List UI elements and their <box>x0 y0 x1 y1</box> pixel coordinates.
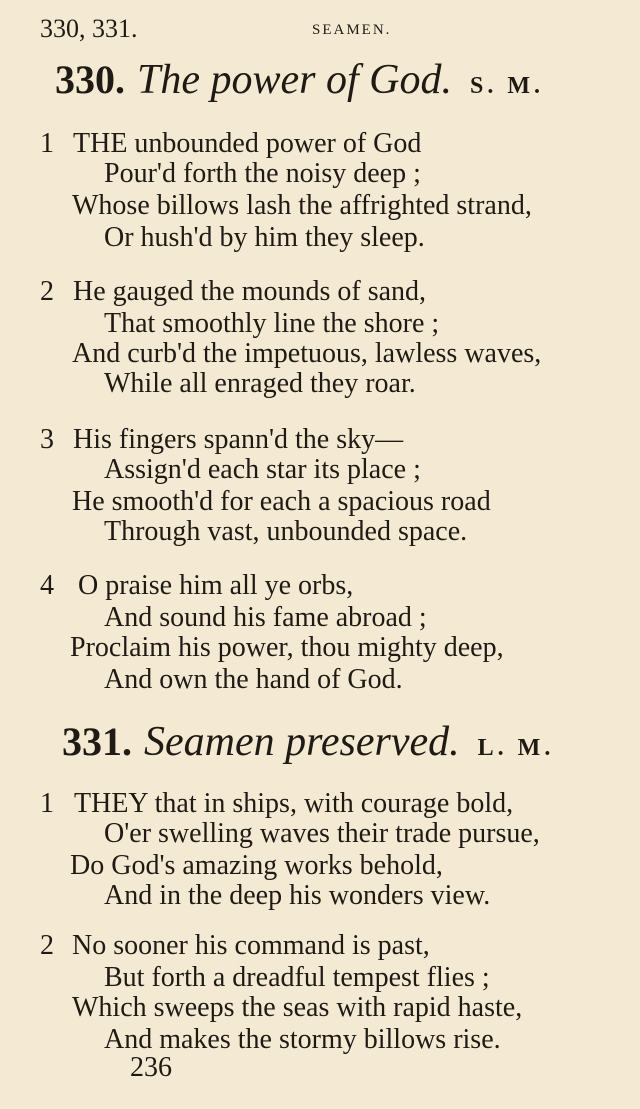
verse-line: Assign'd each star its place ; <box>104 454 421 485</box>
verse-line: Through vast, unbounded space. <box>104 516 468 547</box>
verse-number: 1 <box>40 788 54 819</box>
verse-line: And curb'd the impetuous, lawless waves, <box>72 338 542 369</box>
verse-line: His fingers spann'd the sky— <box>73 424 404 455</box>
verse-number: 2 <box>40 276 54 307</box>
verse-line: And makes the stormy billows rise. <box>104 1024 501 1055</box>
hymn-name: The power of God. <box>137 57 452 103</box>
verse-line: Pour'd forth the noisy deep ; <box>104 158 421 189</box>
verse-line: He gauged the mounds of sand, <box>73 276 427 307</box>
hymn-range: 330, 331. <box>40 14 138 43</box>
verse-line: While all enraged they roar. <box>104 368 416 399</box>
hymn-title-331 <box>62 718 554 766</box>
verse-number: 3 <box>40 424 54 455</box>
verse-number: 4 <box>40 570 54 601</box>
page-number: 236 <box>130 1052 172 1083</box>
verse-line: Whose billows lash the affrighted strand, <box>72 190 532 221</box>
verse-line: And sound his fame abroad ; <box>104 602 427 633</box>
running-head <box>40 14 640 44</box>
hymn-number: 331. <box>62 719 132 764</box>
verse-line: Proclaim his power, thou mighty deep, <box>70 632 504 663</box>
running-head-title: SEAMEN. <box>312 22 392 38</box>
verse-line: O'er swelling waves their trade pursue, <box>104 818 540 849</box>
verse-line: Do God's amazing works behold, <box>70 850 443 881</box>
hymn-meter: S. M. <box>470 73 544 99</box>
verse-line: But forth a dreadful tempest flies ; <box>104 962 490 993</box>
verse-line: Or hush'd by him they sleep. <box>104 222 425 253</box>
verse-line: And own the hand of God. <box>104 664 403 695</box>
verse-line: THE unbounded power of God <box>73 128 422 159</box>
verse-line: THEY that in ships, with courage bold, <box>74 788 514 819</box>
verse-line: O praise him all ye orbs, <box>78 570 354 601</box>
hymn-number: 330. <box>55 57 125 102</box>
verse-number: 2 <box>40 930 54 961</box>
hymn-meter: L. M. <box>477 735 555 761</box>
verse-line: He smooth'd for each a spacious road <box>72 486 491 517</box>
verse-line: Which sweeps the seas with rapid haste, <box>72 992 523 1023</box>
verse-line: No sooner his command is past, <box>72 930 430 961</box>
hymn-title-330 <box>55 56 544 104</box>
verse-line: That smoothly line the shore ; <box>104 308 440 339</box>
verse-number: 1 <box>40 128 54 159</box>
hymn-name: Seamen preserved. <box>144 719 460 765</box>
verse-line: And in the deep his wonders view. <box>104 880 491 911</box>
